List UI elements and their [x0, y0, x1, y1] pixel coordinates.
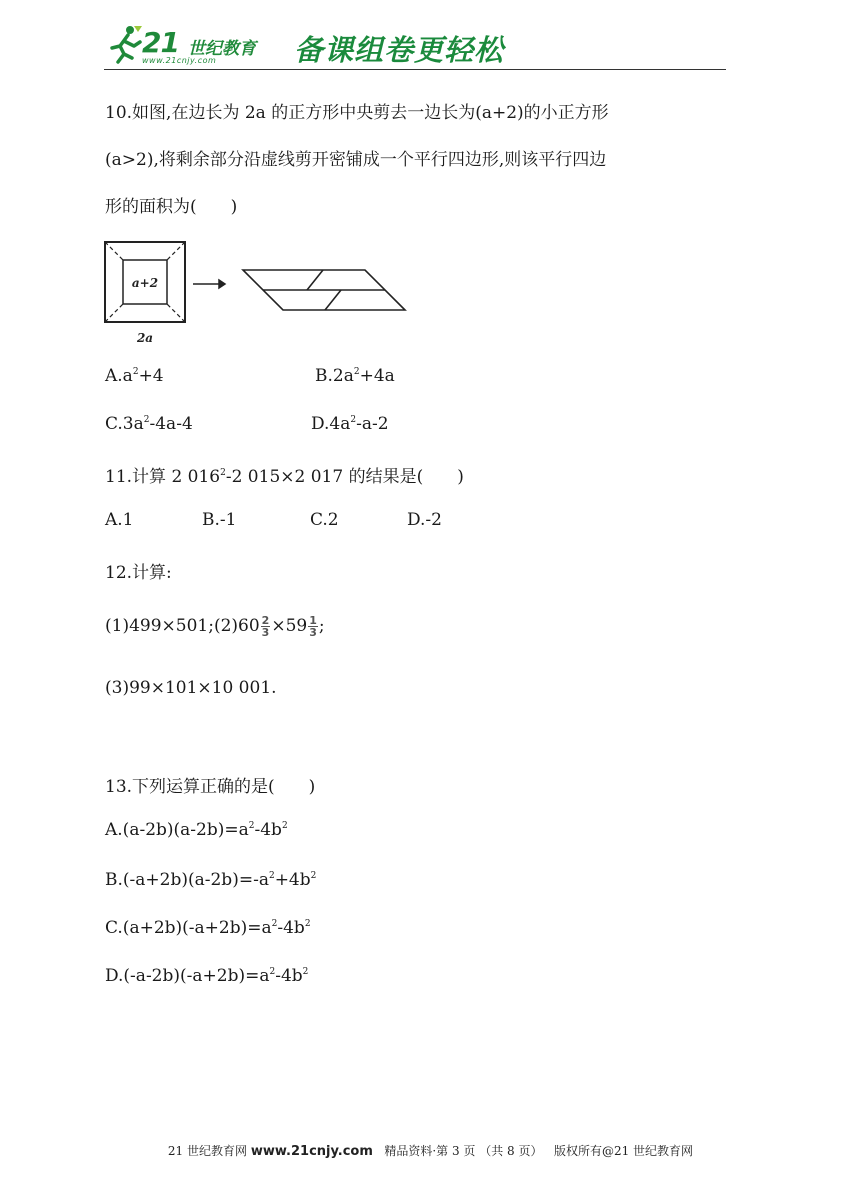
footer-page-info: 精品资料·第 3 页 （共 8 页） [384, 1144, 543, 1158]
q13-title: 13.下列运算正确的是( ) [105, 777, 316, 797]
logo-number: 21 [142, 26, 179, 59]
q10-option-c: $C.3a^2-4a-4$ [105, 414, 193, 434]
parallelogram-shape [243, 270, 405, 310]
q13-option-c: $C.(a+2b)(-a+2b)=a^2-4b^2$ [105, 918, 311, 938]
q13-option-a: $A.(a-2b)(a-2b)=a^2-4b^2$ [105, 820, 288, 840]
q11-option-d: D.-2 [407, 510, 442, 530]
q11-option-a: A.1 [105, 510, 134, 530]
q10-line-1: 10.如图,在边长为 2a 的正方形中央剪去一边长为(a+2)的小正方形 [105, 103, 609, 123]
footer-site-url[interactable]: www.21cnjy.com [250, 1144, 373, 1159]
page-header [104, 22, 726, 70]
header-rule [104, 69, 726, 70]
footer-site-name: 21 世纪教育网 [167, 1144, 248, 1158]
q12-title: 12.计算: [105, 563, 172, 583]
runner-logo-icon [108, 24, 144, 64]
footer-copyright: 版权所有@21 世纪教育网 [553, 1144, 694, 1158]
q12-part-3: (3)99×101×10 001. [105, 678, 277, 698]
q10-figure [103, 240, 413, 350]
q13-option-b: $B.(-a+2b)(a-2b)=-a^2+4b^2$ [105, 870, 317, 890]
q12-part-1-2: (1)499×501;(2)60 $\frac{2}{3}$ ×59 $\frac{1}{3}$ ; [105, 614, 325, 639]
fraction-two-thirds: $\frac{2}{3}$ [261, 614, 270, 639]
logo-text: 世纪教育 [188, 39, 256, 59]
q10-option-b: $B.2a^2+4a$ [315, 366, 395, 386]
arrow-icon [193, 280, 225, 288]
page-footer [0, 1142, 861, 1159]
logo-url: www.21cnjy.com [142, 56, 217, 65]
header-slogan: 备课组卷更轻松 [294, 33, 505, 67]
q10-option-a: $A.a^2+4$ [105, 366, 164, 386]
q11-option-c: C.2 [310, 510, 339, 530]
q11-stem: 11.计算 2 $016^2-2$ 015×2 017 的结果是( ) [105, 467, 464, 487]
inner-square-label: a+2 [131, 276, 159, 290]
q10-line-2: (a>2),将剩余部分沿虚线剪开密铺成一个平行四边形,则该平行四边 [105, 150, 607, 170]
q10-option-d: $D.4a^2-a-2$ [311, 414, 389, 434]
side-length-label: 2a [136, 331, 154, 345]
q10-line-3: 形的面积为( ) [105, 197, 238, 217]
fraction-one-third: $\frac{1}{3}$ [309, 614, 317, 639]
q13-option-d: $D.(-a-2b)(-a+2b)=a^2-4b^2$ [105, 966, 309, 986]
q11-option-b: B.-1 [202, 510, 237, 530]
